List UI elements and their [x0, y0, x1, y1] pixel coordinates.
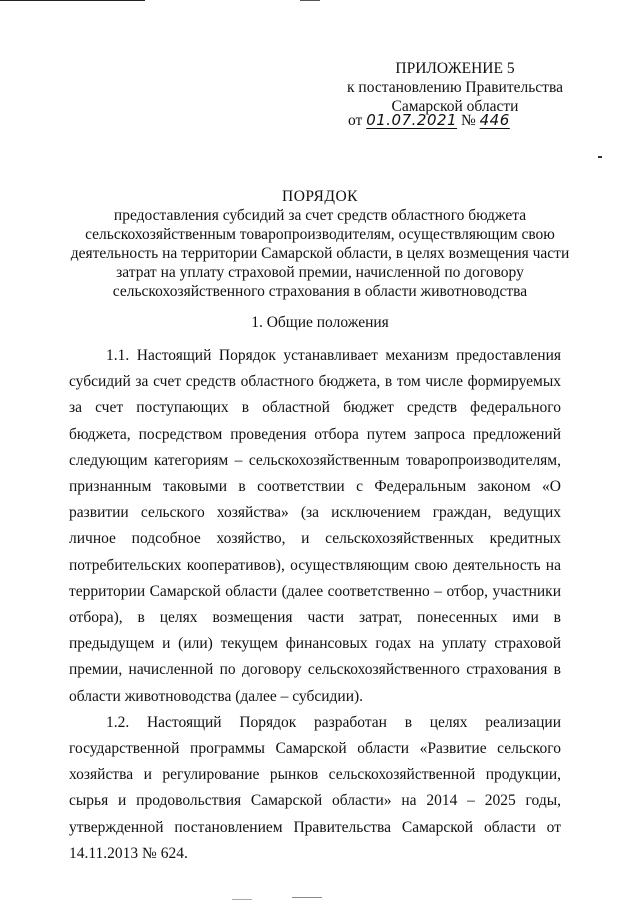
handwritten-number: 446 [479, 111, 510, 129]
section-heading: 1. Общие положения [251, 314, 389, 331]
paragraph-1-2: 1.2. Настоящий Порядок разработан в целях реализации государственной программы Самарской области «Развитие сельского хозяйства и регулирование рынков сельскохозяйственной продукции, сырья и продовольствия Самарской области» на 2014 – 2025 годы, утвержденной постановлением Правительства Самарской области от 14.11.2013 № 624. [69, 713, 561, 862]
scan-speck [598, 156, 602, 158]
number-label: № [460, 112, 476, 129]
appendix-title: ПРИЛОЖЕНИЕ 5 [395, 60, 515, 77]
scan-speck [292, 897, 322, 898]
appendix-date-number [348, 111, 510, 130]
from-label: от [348, 112, 363, 129]
document-title [60, 187, 580, 301]
title-heading: ПОРЯДОК [282, 188, 358, 205]
scan-speck [232, 899, 252, 900]
title-subtitle: предоставления субсидий за счет средств областного бюджета сельскохозяйственным товаропроизводителям, осуществляющим свою деятельность на территории Самарской области, в целях возмещения части затрат на уплату страховой премии, начисленной по договору сельскохозяйственного страхования в области животноводства [70, 207, 570, 300]
document-body [69, 343, 561, 867]
appendix-resolution: к постановлению Правительства [347, 79, 563, 96]
scan-edge-line [0, 0, 145, 1]
paragraph-1-1: 1.1. Настоящий Порядок устанавливает механизм предоставления субсидий за счет средств областного бюджета, в том числе формируемых за счет поступающих в областной бюджет средств федерального бюджета, посредством проведения отбора путем запроса предложений следующим категориям – сельскохозяйственным товаропроизводителям, признанным таковыми в соответствии с Федеральным законом «О развитии сельского хозяйства» (за исключением граждан, ведущих личное подсобное хозяйство, и сельскохозяйственных кредитных потребительских кооперативов), осуществляющим свою деятельность на территории Самарской области (далее соответственно – отбор, участники отбора), в целях возмещения части затрат, понесенных ими в предыдущем и (или) текущем финансовых годах на уплату страховой премии, начисленной по договору сельскохозяйственного страхования в области животноводства (далее – субсидии). [69, 347, 561, 705]
appendix-header [320, 59, 590, 116]
handwritten-date: 01.07.2021 [366, 111, 458, 129]
appendix-region: Самарской области [391, 98, 519, 115]
scan-edge-mark [300, 0, 320, 1]
